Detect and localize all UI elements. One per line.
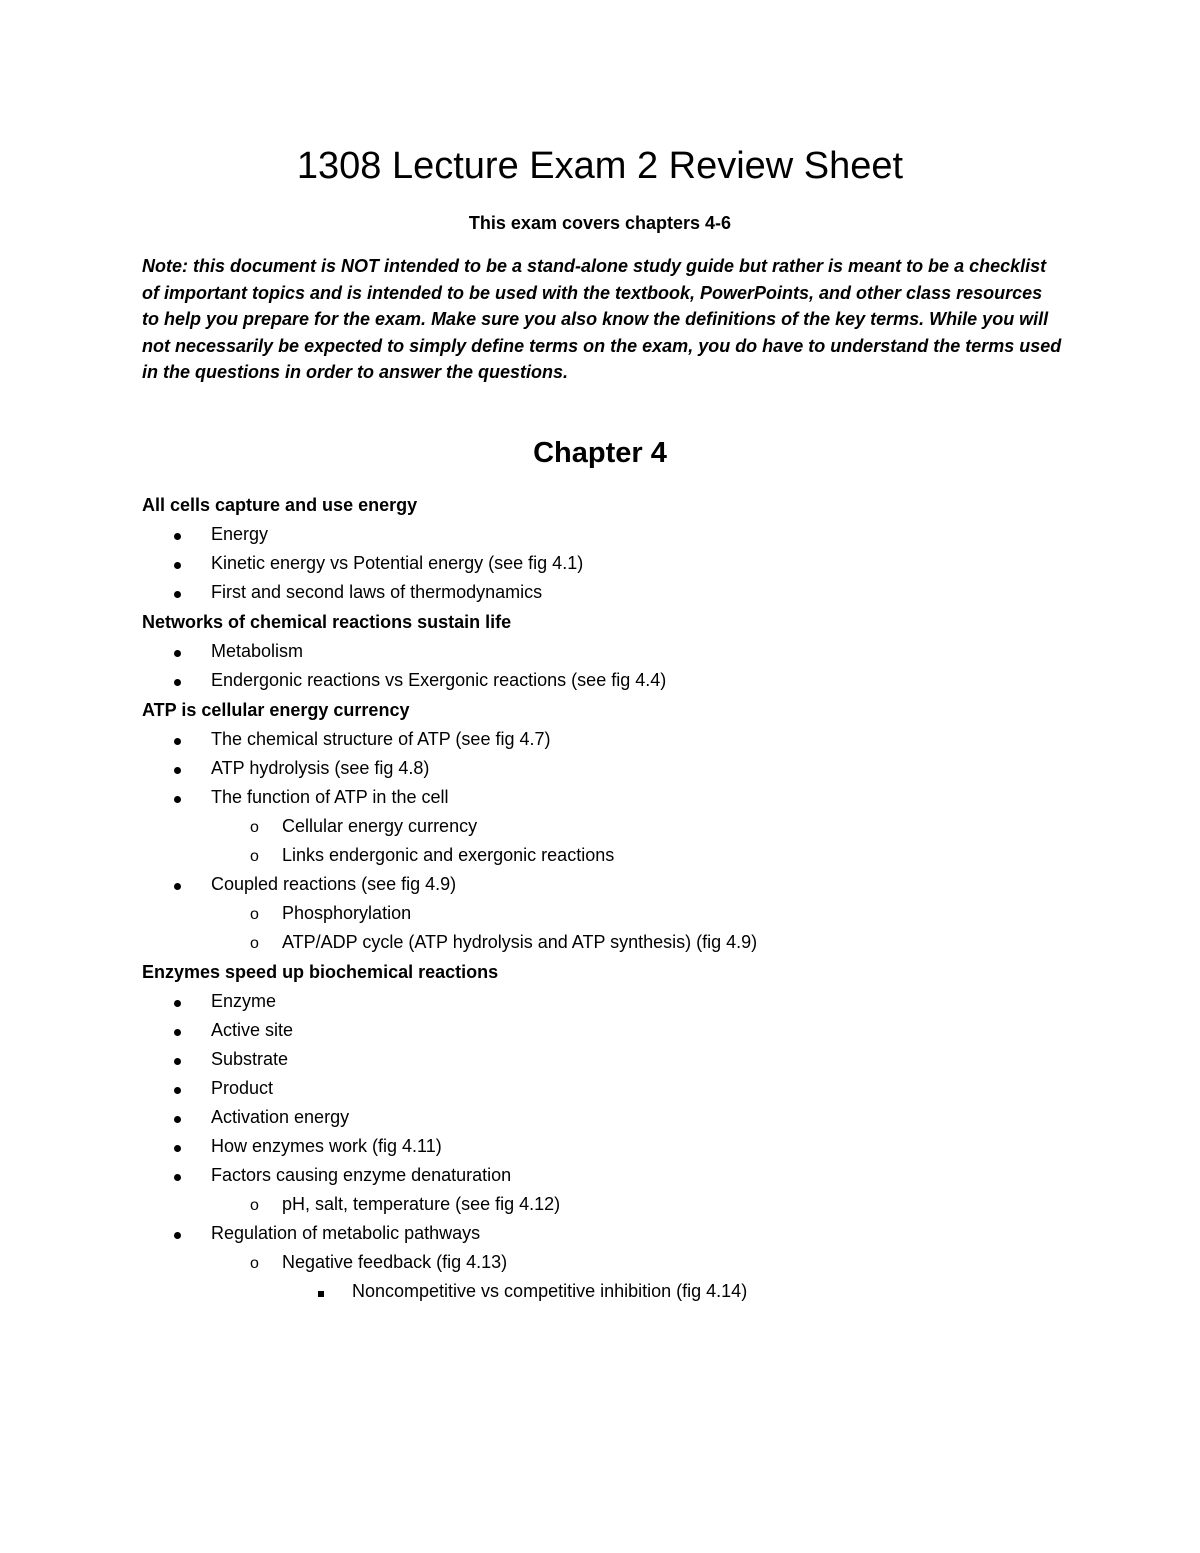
list-item-text: Product	[211, 1078, 274, 1098]
bullet-dot-icon	[174, 987, 181, 1016]
bullet-dot-icon	[174, 1016, 181, 1045]
bullet-circle-icon: o	[250, 1197, 259, 1214]
bullet-dot-icon	[174, 520, 181, 549]
bullet-dot-icon	[174, 1219, 181, 1248]
list-item	[142, 637, 1062, 666]
bullet-dot-icon	[174, 549, 181, 578]
list-item	[142, 987, 1062, 1016]
list-item-text: Factors causing enzyme denaturation	[211, 1165, 512, 1185]
list-item	[142, 812, 1062, 841]
section	[142, 490, 1062, 607]
bullet-dot-icon	[174, 1161, 181, 1190]
list-item	[142, 1074, 1062, 1103]
topic-list	[142, 520, 1062, 607]
bullet-dot-icon	[174, 725, 181, 754]
list-item-text: The chemical structure of ATP (see fig 4.7)	[211, 729, 551, 749]
list-item	[142, 1219, 1062, 1248]
chapter-heading: Chapter 4	[533, 437, 667, 469]
list-item-text: Links endergonic and exergonic reactions	[282, 845, 615, 865]
section-heading: ATP is cellular energy currency	[142, 700, 410, 720]
section-heading: Enzymes speed up biochemical reactions	[142, 962, 499, 982]
list-item-text: The function of ATP in the cell	[211, 787, 449, 807]
list-item-text: Metabolism	[211, 641, 304, 661]
list-item	[142, 870, 1062, 899]
bullet-dot-icon	[174, 666, 181, 695]
bullet-circle-icon: o	[250, 1255, 259, 1272]
list-item-text: Negative feedback (fig 4.13)	[282, 1252, 508, 1272]
chapters-covered: This exam covers chapters 4-6	[468, 213, 732, 233]
list-item-text: Coupled reactions (see fig 4.9)	[211, 874, 457, 894]
list-item	[142, 899, 1062, 928]
list-item	[142, 1016, 1062, 1045]
bullet-square-icon	[318, 1277, 324, 1306]
list-item-text: How enzymes work (fig 4.11)	[211, 1136, 442, 1156]
list-item-text: Enzyme	[211, 991, 277, 1011]
list-item-text: pH, salt, temperature (see fig 4.12)	[282, 1194, 561, 1214]
document-title: 1308 Lecture Exam 2 Review Sheet	[296, 145, 904, 187]
bullet-circle-icon: o	[250, 848, 259, 865]
bullet-circle-icon: o	[250, 819, 259, 836]
list-item-text: ATP hydrolysis (see fig 4.8)	[211, 758, 430, 778]
list-item-text: Cellular energy currency	[282, 816, 478, 836]
list-item	[142, 1161, 1062, 1190]
bullet-dot-icon	[174, 1132, 181, 1161]
section-heading: Networks of chemical reactions sustain life	[142, 612, 512, 632]
list-item	[142, 725, 1062, 754]
section	[142, 695, 1062, 957]
section-heading: All cells capture and use energy	[142, 495, 418, 515]
list-item-text: Phosphorylation	[282, 903, 412, 923]
bullet-dot-icon	[174, 578, 181, 607]
list-item	[142, 1132, 1062, 1161]
chapter-content	[142, 490, 1062, 1306]
list-item-text: Noncompetitive vs competitive inhibition (fig 4.14)	[352, 1281, 748, 1301]
topic-list	[142, 725, 1062, 957]
list-item	[142, 1045, 1062, 1074]
bullet-dot-icon	[174, 1103, 181, 1132]
list-item	[142, 520, 1062, 549]
section	[142, 607, 1062, 695]
list-item	[142, 578, 1062, 607]
bullet-dot-icon	[174, 754, 181, 783]
list-item-text: First and second laws of thermodynamics	[211, 582, 543, 602]
bullet-circle-icon: o	[250, 906, 259, 923]
list-item-text: Endergonic reactions vs Exergonic reactions (see fig 4.4)	[211, 670, 667, 690]
topic-list	[142, 637, 1062, 695]
list-item	[142, 1103, 1062, 1132]
list-item	[142, 841, 1062, 870]
list-item	[142, 549, 1062, 578]
list-item-text: Regulation of metabolic pathways	[211, 1223, 481, 1243]
bullet-dot-icon	[174, 870, 181, 899]
list-item-text: ATP/ADP cycle (ATP hydrolysis and ATP synthesis) (fig 4.9)	[282, 932, 758, 952]
list-item	[142, 928, 1062, 957]
list-item-text: Energy	[211, 524, 269, 544]
list-item-text: Kinetic energy vs Potential energy (see fig 4.1)	[211, 553, 584, 573]
list-item	[142, 1277, 1062, 1306]
list-item-text: Substrate	[211, 1049, 289, 1069]
section	[142, 957, 1062, 1306]
topic-list	[142, 987, 1062, 1306]
list-item	[142, 666, 1062, 695]
bullet-dot-icon	[174, 1074, 181, 1103]
bullet-circle-icon: o	[250, 935, 259, 952]
bullet-dot-icon	[174, 1045, 181, 1074]
list-item	[142, 1248, 1062, 1277]
list-item	[142, 754, 1062, 783]
bullet-dot-icon	[174, 637, 181, 666]
list-item-text: Active site	[211, 1020, 294, 1040]
note-paragraph: Note: this document is NOT intended to be a stand-alone study guide but rather is meant to be a checklist of important topics and is intended to be used with the textbook, PowerPoints, and other class resources to help you prepare for the exam. Make sure you also know the definitions of the key terms. While you will not necessarily be expected to simply define terms on the exam, you do have to understand the terms used in the questions in order to answer the questions.	[142, 256, 1062, 382]
list-item	[142, 783, 1062, 812]
list-item	[142, 1190, 1062, 1219]
bullet-dot-icon	[174, 783, 181, 812]
list-item-text: Activation energy	[211, 1107, 350, 1127]
